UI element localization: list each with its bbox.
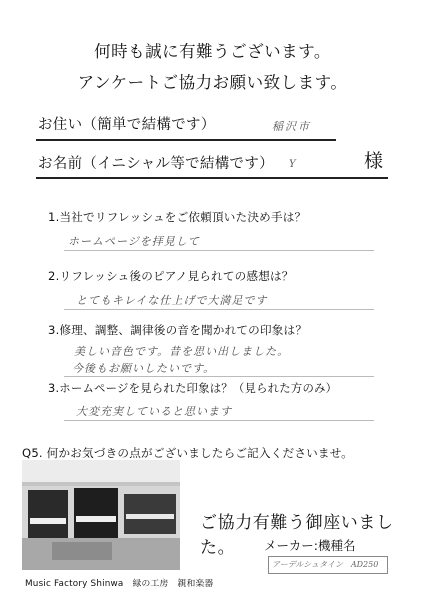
question-4-label: 3.ホームページを見られた印象は？（見られた方のみ）: [48, 381, 338, 395]
question-1-answer-line: [64, 250, 374, 251]
question-2-answer-line: [64, 309, 374, 310]
piano-workshop-image: [22, 460, 180, 570]
question-4-answer: 大変充実していると思います: [76, 405, 232, 418]
question-3-answer-line: [64, 376, 374, 377]
greeting-line-1: 何時も誠に有難うございます。: [94, 42, 331, 61]
model-value: アーデルシュタイン AD250: [272, 560, 379, 569]
question-2-label: 2.リフレッシュ後のピアノ見られての感想は？: [48, 269, 294, 283]
question-3-answer-2: 今後もお願いしたいです。: [72, 362, 216, 375]
question-1-answer: ホームページを拝見して: [68, 235, 200, 248]
address-value: 稲沢市: [272, 120, 311, 133]
question-3-label: 3.修理、調整、調律後の音を聞かれての印象は？: [48, 323, 308, 337]
name-underline: [36, 177, 388, 179]
question-1-label: 1.当社でリフレッシュをご依頼頂いた決め手は？: [48, 210, 307, 224]
name-label: お名前（イニシャル等で結構です）: [38, 156, 274, 172]
address-underline: [36, 139, 336, 141]
thanks-text: ご協力有難う御座いました。: [200, 513, 394, 558]
question-2-answer: とてもキレイな仕上げで大満足です: [76, 294, 268, 307]
maker-label: メーカー:機種名: [264, 538, 356, 553]
question-3-answer-1: 美しい音色です。昔を思い出しました。: [74, 345, 290, 358]
workshop-photo: [22, 460, 180, 570]
honorific: 様: [364, 150, 384, 172]
question-4-answer-line: [64, 420, 374, 421]
q5-label: Q5. 何かお気づきの点がございましたらご記入くださいませ。: [22, 446, 353, 460]
greeting-line-2: アンケートご協力お願い致します。: [77, 73, 348, 92]
footer-brand: Music Factory Shinwa 緑の工房 親和楽器: [25, 579, 214, 589]
name-value: Y: [289, 159, 296, 170]
address-label: お住い（簡単で結構です）: [38, 117, 216, 133]
